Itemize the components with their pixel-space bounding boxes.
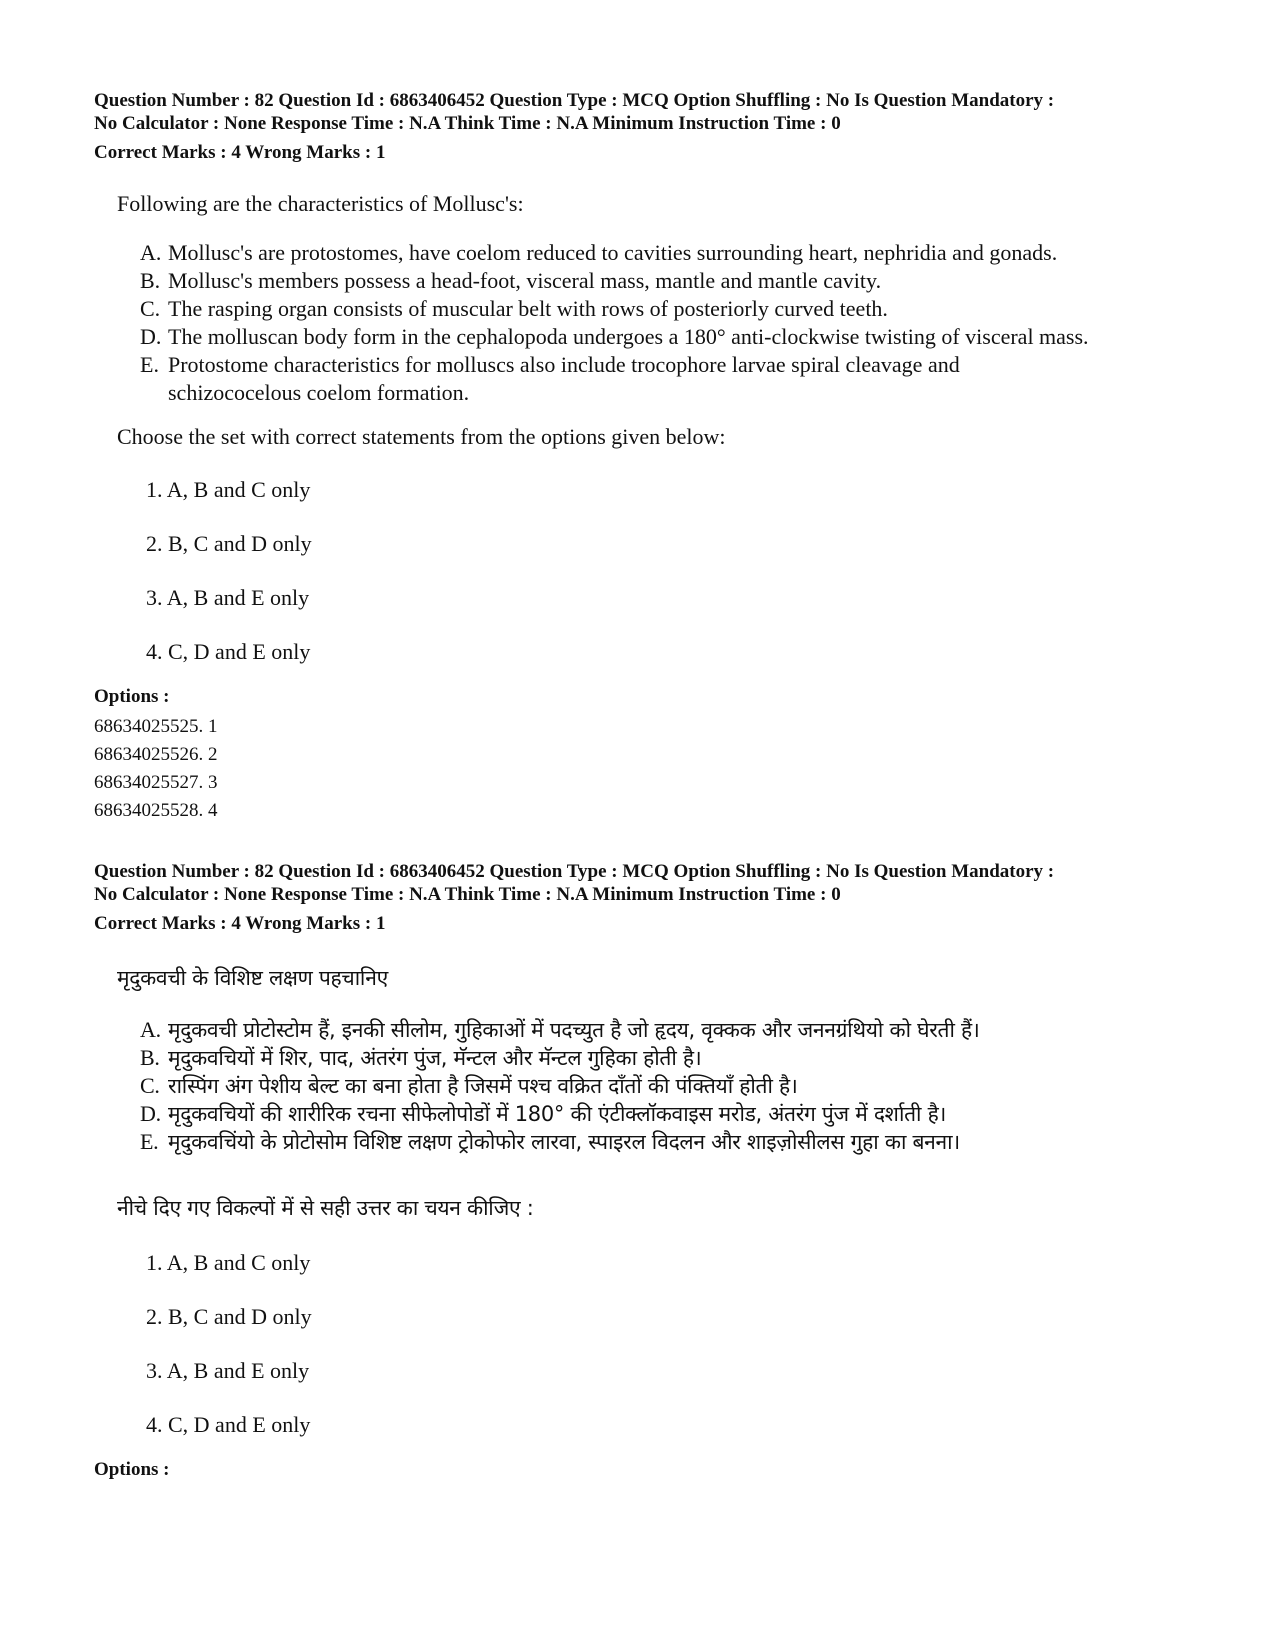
q1-statement-a: A. Mollusc's are protostomes, have coelom reduced to cavities surrounding heart, nephridia and gonads. bbox=[140, 240, 1058, 265]
q1-options bbox=[94, 685, 1244, 825]
q1-choices bbox=[146, 476, 1275, 666]
q1-statement-e: E. Protostome characteristics for molluscs also include trocophore larvae spiral cleavage and schizococelous coelom formation. bbox=[140, 352, 960, 405]
q1-option-3: 68634025527. 3 bbox=[94, 772, 218, 793]
q1-header-line2: No Calculator : None Response Time : N.A Think Time : N.A Minimum Instruction Time : 0 bbox=[94, 113, 841, 134]
q1-marks: Correct Marks : 4 Wrong Marks : 1 bbox=[94, 142, 386, 163]
q2-marks: Correct Marks : 4 Wrong Marks : 1 bbox=[94, 913, 386, 934]
q1-choice-3: 3. A, B and E only bbox=[146, 585, 310, 610]
q1-statement-d: D. The molluscan body form in the cephalopoda undergoes a 180° anti-clockwise twisting of visceral mass. bbox=[140, 324, 1089, 349]
q1-option-2: 68634025526. 2 bbox=[94, 744, 218, 765]
q2-header-line2: No Calculator : None Response Time : N.A Think Time : N.A Minimum Instruction Time : 0 bbox=[94, 884, 841, 905]
q2-choice-1: 1. A, B and C only bbox=[146, 1250, 311, 1275]
q2-statement-d: D. मृदुकवचियों की शारीरिक रचना सीफेलोपोडों में 180° की एंटीक्लॉकवाइस मरोड, अंतरंग पुंज में दर्शाती है। bbox=[140, 1101, 947, 1126]
q1-options-title: Options : bbox=[94, 686, 170, 707]
q1-header-line1: Question Number : 82 Question Id : 6863406452 Question Type : MCQ Option Shuffling : No Is Question Mandatory : bbox=[94, 90, 1055, 111]
q2-options-title: Options : bbox=[94, 1459, 170, 1480]
q1-prompt: Choose the set with correct statements from the options given below: bbox=[117, 424, 726, 449]
q2-prompt: नीचे दिए गए विकल्पों में से सही उत्तर का चयन कीजिए : bbox=[117, 1196, 534, 1220]
q2-options bbox=[94, 1458, 1244, 1482]
q2-choices bbox=[146, 1249, 1275, 1439]
q1-option-4: 68634025528. 4 bbox=[94, 800, 218, 821]
q2-statements bbox=[140, 1016, 1260, 1156]
q2-intro: मृदुकवची के विशिष्ट लक्षण पहचानिए bbox=[117, 966, 388, 990]
q2-choice-4: 4. C, D and E only bbox=[146, 1412, 311, 1437]
q1-header bbox=[94, 89, 1244, 165]
q2-header-line1: Question Number : 82 Question Id : 6863406452 Question Type : MCQ Option Shuffling : No Is Question Mandatory : bbox=[94, 861, 1055, 882]
q1-choice-4: 4. C, D and E only bbox=[146, 639, 311, 664]
q1-statement-c: C. The rasping organ consists of muscular belt with rows of posteriorly curved teeth. bbox=[140, 296, 888, 321]
q2-statement-e: E. मृदुकवचिंयो के प्रोटोसोम विशिष्ट लक्षण ट्रोकोफोर लारवा, स्पाइरल विदलन और शाइज़ोसीलस गुहा का बनना। bbox=[140, 1129, 960, 1154]
q2-choice-2: 2. B, C and D only bbox=[146, 1304, 312, 1329]
q1-choice-1: 1. A, B and C only bbox=[146, 477, 311, 502]
q1-statements bbox=[140, 239, 1250, 407]
q2-statement-a: A. मृदुकवची प्रोटोस्टोम हैं, इनकी सीलोम, गुहिकाओं में पदच्युत है जो हृदय, वृक्कक और जननग्रंथियो को घेरती हैं। bbox=[140, 1017, 980, 1042]
q1-option-1: 68634025525. 1 bbox=[94, 716, 218, 737]
q2-choice-3: 3. A, B and E only bbox=[146, 1358, 310, 1383]
q2-header bbox=[94, 860, 1244, 936]
q2-statement-b: B. मृदुकवचियों में शिर, पाद, अंतरंग पुंज, मॅन्टल और मॅन्टल गुहिका होती है। bbox=[140, 1045, 702, 1070]
q2-statement-c: C. रास्पिंग अंग पेशीय बेल्ट का बना होता है जिसमें पश्च वक्रित दाँतों की पंक्तियाँ होती है। bbox=[140, 1073, 798, 1098]
q1-intro: Following are the characteristics of Mollusc's: bbox=[117, 191, 524, 216]
q1-options-list bbox=[94, 713, 1244, 825]
q1-statement-b: B. Mollusc's members possess a head-foot, visceral mass, mantle and mantle cavity. bbox=[140, 268, 882, 293]
q1-choice-2: 2. B, C and D only bbox=[146, 531, 312, 556]
